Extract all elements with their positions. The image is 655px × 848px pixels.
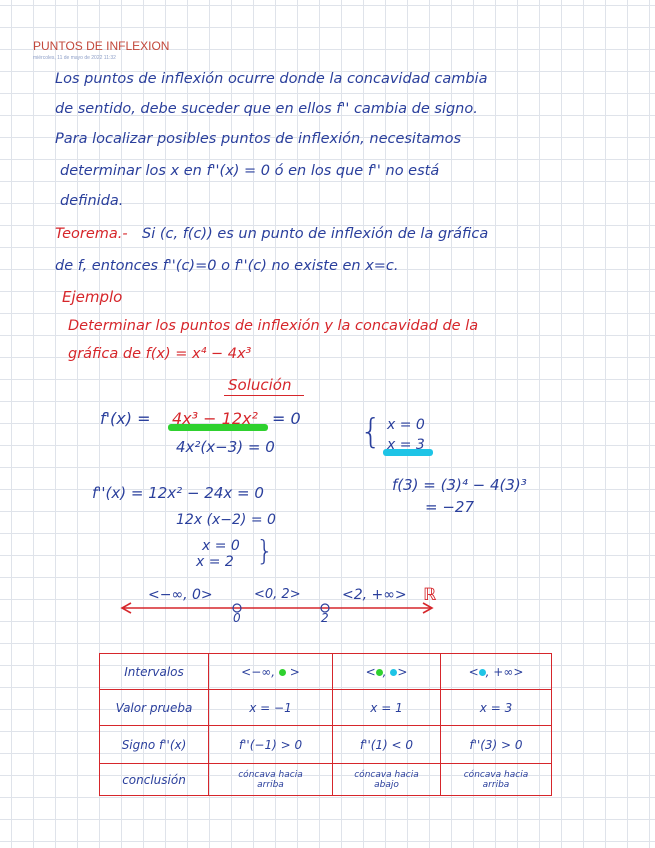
cell-text: abajo <box>374 779 399 790</box>
cell-text: < <box>365 664 376 679</box>
cell-text: <−∞, <box>241 664 276 679</box>
teorema-line-2: de f, entonces f''(c)=0 o f''(c) no existe en x=c. <box>55 258 399 274</box>
table-cell <box>209 764 333 796</box>
f3-result: = −27 <box>425 498 474 516</box>
table-cell: f''(−1) > 0 <box>209 726 333 764</box>
root-b: x = 2 <box>196 554 234 570</box>
table-cell: x = 3 <box>441 690 552 726</box>
cell-text: , <box>382 664 387 679</box>
first-derivative-expr: 4x³ − 12x² <box>172 409 258 428</box>
teorema-label: Teorema.- <box>55 226 128 242</box>
page-title: PUNTOS DE INFLEXION <box>33 39 170 53</box>
cell-text: < <box>468 664 479 679</box>
note-line-4: determinar los x en f''(x) = 0 ó en los que f'' no está <box>60 163 440 179</box>
system-brace: { <box>360 412 382 452</box>
real-set-label: ℝ <box>423 585 437 605</box>
ejemplo-line-2: gráfica de f(x) = x⁴ − 4x³ <box>68 346 252 362</box>
table-cell <box>441 764 552 796</box>
table-cell <box>209 654 333 690</box>
cell-text: arriba <box>257 779 284 790</box>
root-a: x = 0 <box>202 538 240 554</box>
solucion-underline <box>224 395 304 396</box>
system-x3: x = 3 <box>387 437 425 453</box>
table-row <box>100 654 552 690</box>
number-line-interval-2: <0, 2> <box>254 587 301 602</box>
cell-text: , +∞> <box>485 664 524 679</box>
tick-label-2: 2 <box>321 611 329 625</box>
first-derivative-label: f'(x) = <box>100 409 151 428</box>
note-line-5: definida. <box>60 193 124 209</box>
table-row <box>100 764 552 796</box>
note-line-1: Los puntos de inflexión ocurre donde la concavidad cambia <box>55 71 488 87</box>
cell-text: cóncava hacia <box>463 769 529 780</box>
number-line <box>115 595 435 635</box>
second-derivative-factored: 12x (x−2) = 0 <box>176 512 276 528</box>
table-cell: x = 1 <box>333 690 441 726</box>
solucion-heading: Solución <box>228 376 292 394</box>
table-cell: Intervalos <box>100 654 209 690</box>
cyan-dot-marker <box>479 669 486 676</box>
first-derivative-eq: = 0 <box>272 409 301 428</box>
table-cell: Signo f''(x) <box>100 726 209 764</box>
table-cell: Valor prueba <box>100 690 209 726</box>
first-derivative-factored: 4x²(x−3) = 0 <box>176 438 275 456</box>
table-cell: x = −1 <box>209 690 333 726</box>
table-cell: f''(1) < 0 <box>333 726 441 764</box>
cell-text: arriba <box>482 779 510 790</box>
green-dot-marker <box>279 669 286 676</box>
cell-text: > <box>397 664 408 679</box>
teorema-line-1: Si (c, f(c)) es un punto de inflexión de la gráfica <box>142 226 489 242</box>
table-row <box>100 726 552 764</box>
number-line-interval-1: <−∞, 0> <box>148 587 213 603</box>
roots-brace: } <box>256 534 274 567</box>
green-dot-marker <box>376 669 383 676</box>
number-line-interval-3: <2, +∞> <box>342 587 407 603</box>
note-line-3: Para localizar posibles puntos de inflexión, necesitamos <box>55 131 462 147</box>
f3-evaluation: f(3) = (3)⁴ − 4(3)³ <box>392 476 527 494</box>
note-line-2: de sentido, debe suceder que en ellos f'' cambia de signo. <box>55 101 478 117</box>
tick-label-0: 0 <box>233 611 241 625</box>
second-derivative: f''(x) = 12x² − 24x = 0 <box>92 484 264 502</box>
table-cell <box>333 654 441 690</box>
system-x0: x = 0 <box>387 417 425 433</box>
table-cell: f''(3) > 0 <box>441 726 552 764</box>
sign-table <box>99 653 552 796</box>
cell-text: cóncava hacia <box>354 769 419 780</box>
ejemplo-line-1: Determinar los puntos de inflexión y la concavidad de la <box>68 318 479 334</box>
ejemplo-heading: Ejemplo <box>62 288 123 306</box>
table-row <box>100 690 552 726</box>
table-cell <box>441 654 552 690</box>
cell-text: cóncava hacia <box>238 769 303 780</box>
cell-text: > <box>289 664 300 679</box>
table-cell: conclusión <box>100 764 209 796</box>
table-cell <box>333 764 441 796</box>
page-timestamp: miércoles, 11 de mayo de 2022 11:32 <box>33 55 116 61</box>
